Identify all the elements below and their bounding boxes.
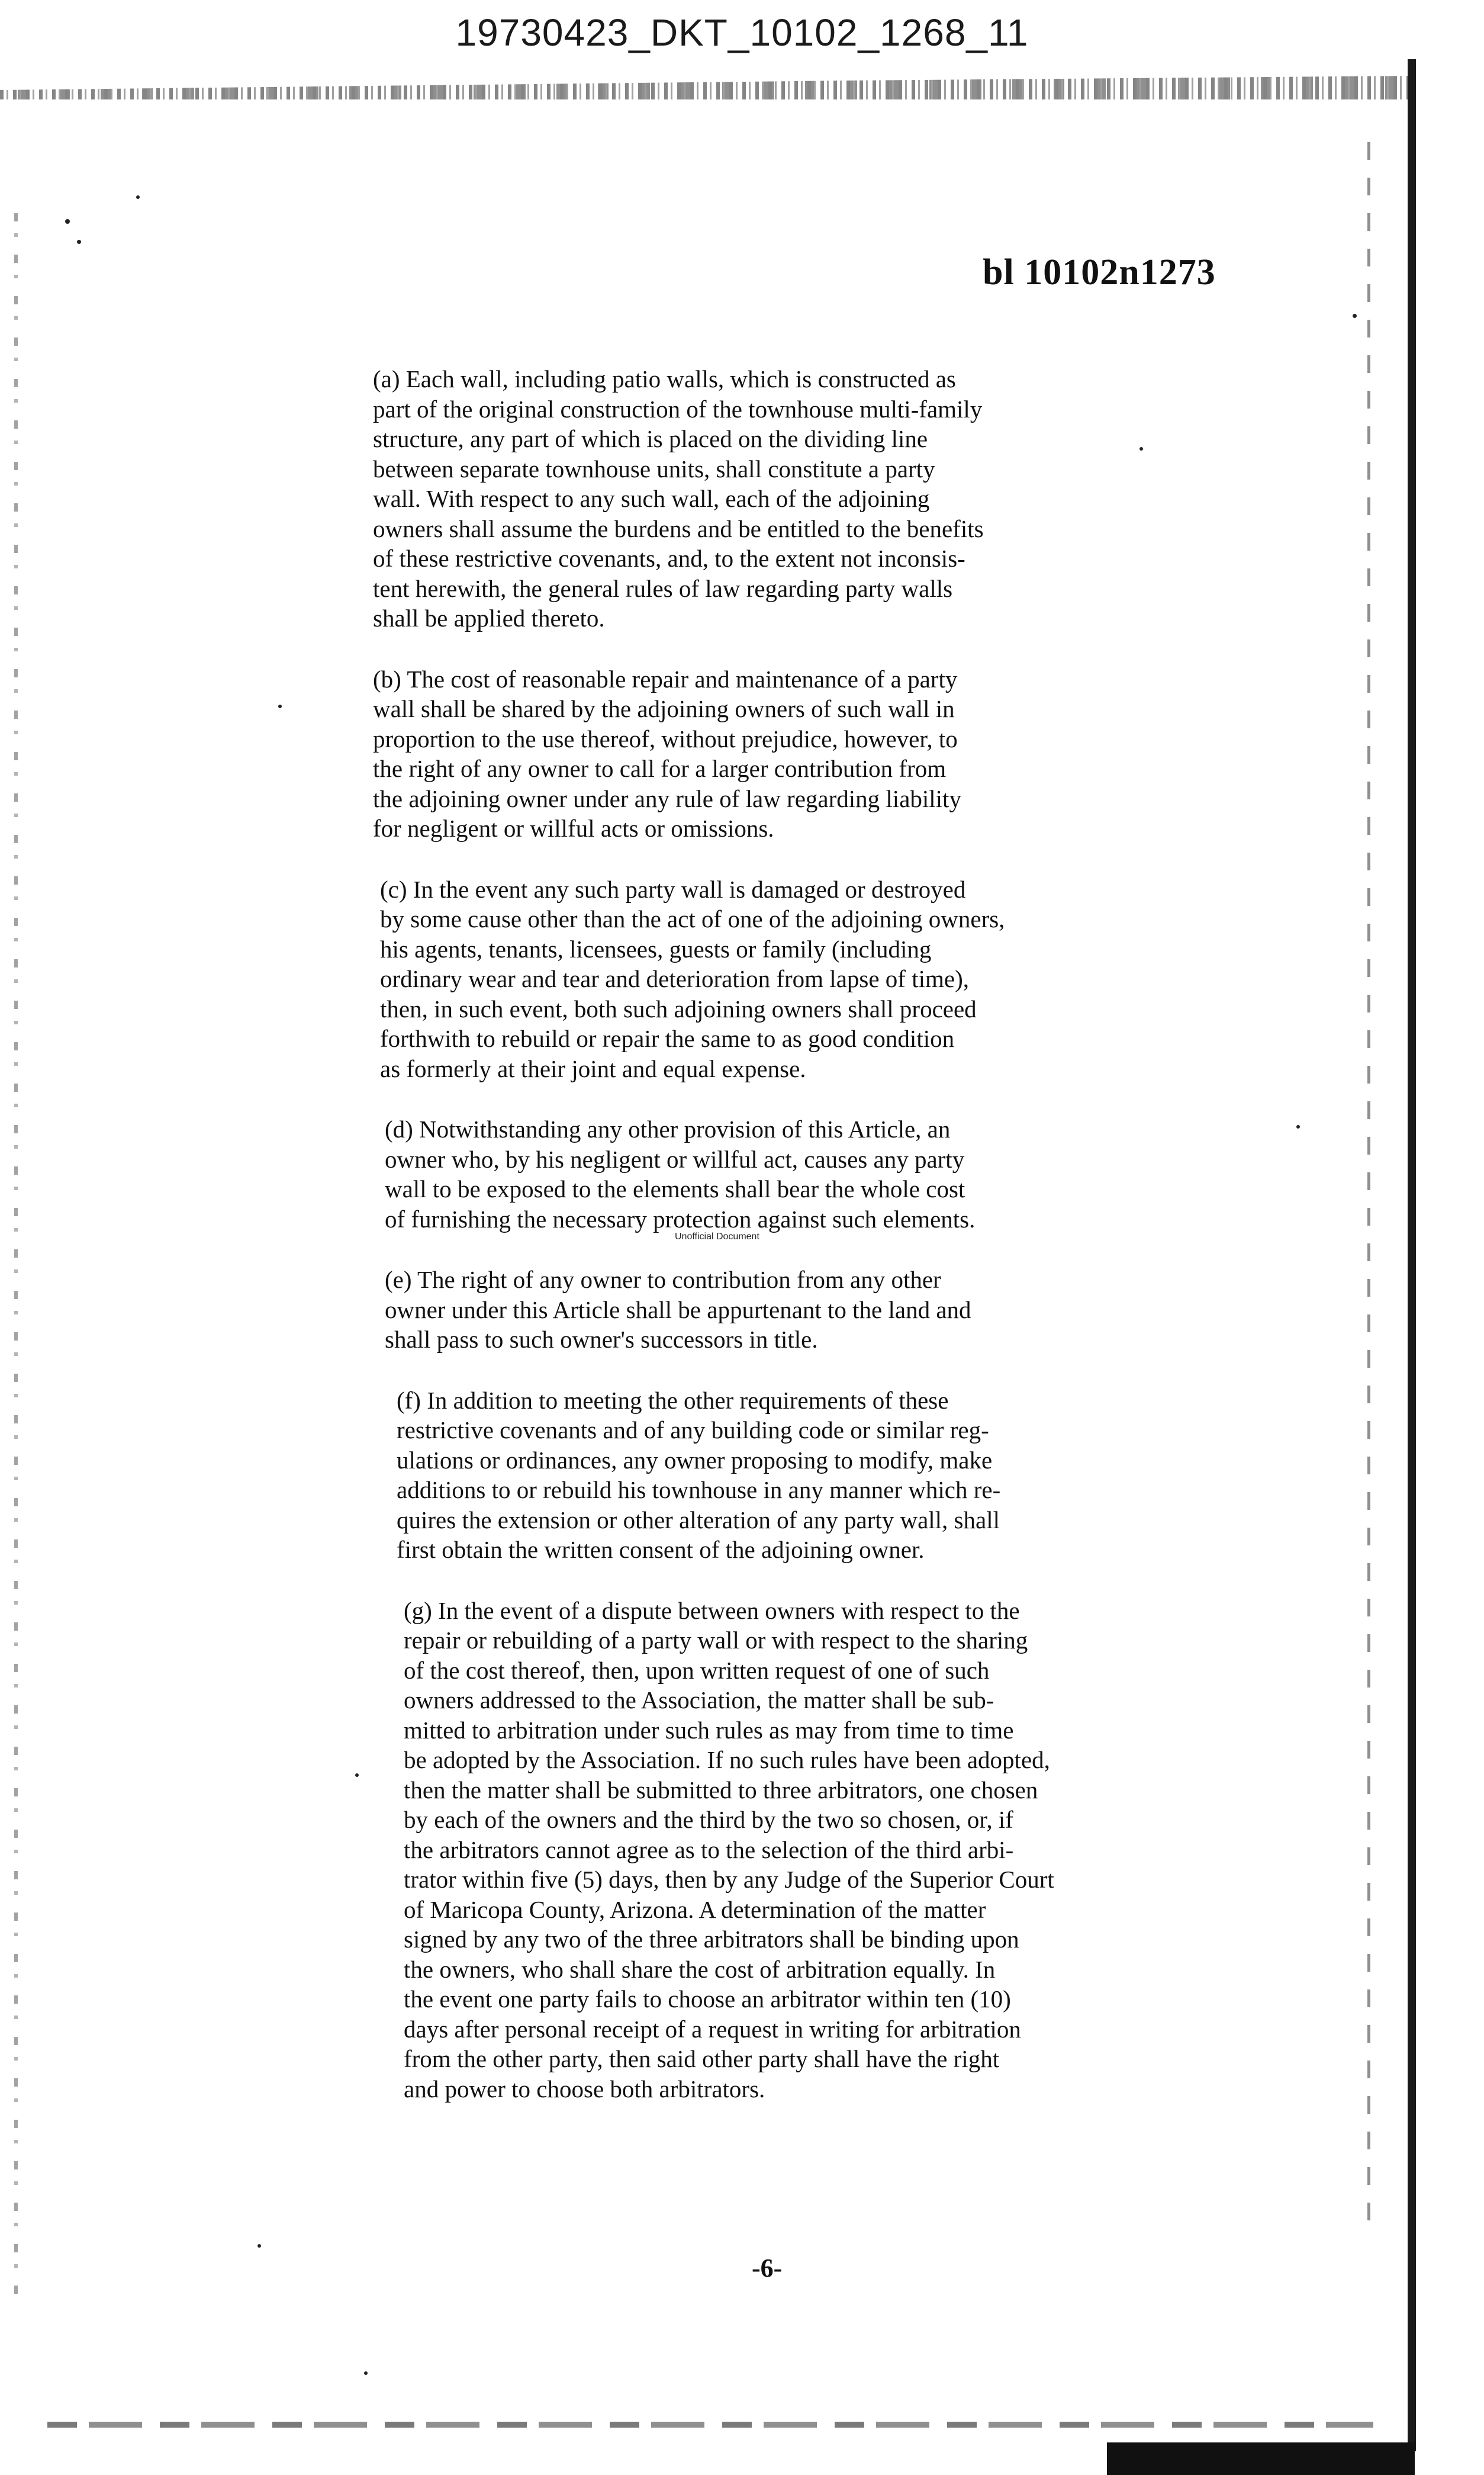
text-line: of Maricopa County, Arizona. A determination of the matter <box>404 1895 986 1923</box>
scan-left-edge <box>14 213 18 2297</box>
text-line: of furnishing the necessary protection against such elements. <box>385 1205 976 1233</box>
text-line: part of the original construction of the townhouse multi-family <box>373 395 983 423</box>
text-line: (c) In the event any such party wall is damaged or destroyed <box>380 875 966 903</box>
scan-speck <box>257 2244 261 2248</box>
text-line: between separate townhouse units, shall constitute a party <box>373 455 935 483</box>
paragraph-f <box>397 1386 1296 1565</box>
text-line: wall shall be shared by the adjoining owners of such wall in <box>373 695 955 722</box>
scan-speck <box>355 1773 359 1777</box>
document-body <box>373 364 1296 2135</box>
scan-noise-top-border <box>0 76 1415 99</box>
page-number: -6- <box>752 2254 783 2283</box>
text-line: (d) Notwithstanding any other provision of this Article, an <box>385 1116 951 1143</box>
text-line: shall pass to such owner's successors in title. <box>385 1326 818 1353</box>
text-line: (a) Each wall, including patio walls, which is constructed as <box>373 365 956 393</box>
paragraph-c <box>380 875 1296 1084</box>
docket-stamp: bl 10102n1273 <box>983 252 1216 292</box>
paragraph-g <box>404 1596 1296 2104</box>
scan-bottom-dark-corner <box>1107 2442 1415 2475</box>
scan-speck <box>65 219 70 224</box>
text-line: and power to choose both arbitrators. <box>404 2075 765 2103</box>
text-line: by each of the owners and the third by the two so chosen, or, if <box>404 1806 1013 1833</box>
text-line: (b) The cost of reasonable repair and maintenance of a party <box>373 665 958 693</box>
text-line: owner who, by his negligent or willful act, causes any party <box>385 1145 965 1173</box>
text-line: owners shall assume the burdens and be entitled to the benefits <box>373 515 984 542</box>
text-line: for negligent or willful acts or omissions. <box>373 815 774 842</box>
text-line: shall be applied thereto. <box>373 605 605 632</box>
text-line: the arbitrators cannot agree as to the selection of the third arbi- <box>404 1836 1014 1863</box>
scan-right-edge <box>1408 59 1416 2451</box>
text-line: quires the extension or other alteration of any party wall, shall <box>397 1506 1000 1534</box>
text-line: days after personal receipt of a request in writing for arbitration <box>404 2015 1021 2043</box>
text-line: of these restrictive covenants, and, to the extent not inconsis- <box>373 545 965 572</box>
text-line: mitted to arbitration under such rules as may from time to time <box>404 1716 1014 1744</box>
text-line: additions to or rebuild his townhouse in any manner which re- <box>397 1476 1001 1503</box>
text-line: from the other party, then said other party shall have the right <box>404 2045 1000 2072</box>
paragraph-d <box>385 1114 1296 1234</box>
scan-right-inner-edge <box>1367 142 1370 2226</box>
text-line: be adopted by the Association. If no such rules have been adopted, <box>404 1746 1050 1773</box>
scan-speck <box>77 240 81 244</box>
text-line: the right of any owner to call for a larger contribution from <box>373 755 947 782</box>
text-line: (g) In the event of a dispute between owners with respect to the <box>404 1596 1020 1624</box>
text-line: of the cost thereof, then, upon written request of one of such <box>404 1656 990 1684</box>
text-line: by some cause other than the act of one of the adjoining owners, <box>380 905 1005 933</box>
text-line: (e) The right of any owner to contribution from any other <box>385 1266 941 1293</box>
text-line: ordinary wear and tear and deterioration from lapse of time), <box>380 965 969 992</box>
text-line: (f) In addition to meeting the other requirements of these <box>397 1386 949 1414</box>
text-line: the owners, who shall share the cost of arbitration equally. In <box>404 1955 996 1983</box>
scan-speck <box>278 705 282 708</box>
scan-speck <box>136 195 140 199</box>
text-line: trator within five (5) days, then by any Judge of the Superior Court <box>404 1866 1054 1893</box>
text-line: signed by any two of the three arbitrators shall be binding upon <box>404 1926 1019 1953</box>
paragraph-e <box>385 1265 1296 1355</box>
text-line: proportion to the use thereof, without prejudice, however, to <box>373 725 958 753</box>
document-id-header: 19730423_DKT_10102_1268_11 <box>455 11 1029 54</box>
text-line: then, in such event, both such adjoining owners shall proceed <box>380 995 977 1023</box>
scan-speck <box>1353 314 1357 318</box>
text-line: structure, any part of which is placed on the dividing line <box>373 425 928 452</box>
text-line: forthwith to rebuild or repair the same to as good condition <box>380 1025 955 1052</box>
text-line: restrictive covenants and of any building code or similar reg- <box>397 1416 989 1444</box>
text-line: the adjoining owner under any rule of law regarding liability <box>373 785 961 812</box>
text-line: as formerly at their joint and equal expense. <box>380 1055 806 1082</box>
scan-speck <box>364 2371 368 2375</box>
scan-speck <box>1296 1125 1300 1129</box>
text-line: the event one party fails to choose an arbitrator within ten (10) <box>404 1985 1011 2013</box>
paragraph-a <box>373 364 1296 634</box>
text-line: then the matter shall be submitted to three arbitrators, one chosen <box>404 1776 1038 1804</box>
text-line: wall to be exposed to the elements shall bear the whole cost <box>385 1175 965 1203</box>
unofficial-watermark: Unofficial Document <box>675 1232 759 1242</box>
text-line: repair or rebuilding of a party wall or with respect to the sharing <box>404 1627 1028 1654</box>
text-line: first obtain the written consent of the adjoining owner. <box>397 1536 925 1563</box>
scan-bottom-edge <box>47 2422 1373 2428</box>
text-line: owner under this Article shall be appurtenant to the land and <box>385 1296 971 1323</box>
paragraph-b <box>373 664 1296 844</box>
text-line: tent herewith, the general rules of law regarding party walls <box>373 574 953 602</box>
text-line: owners addressed to the Association, the matter shall be sub- <box>404 1686 994 1714</box>
text-line: his agents, tenants, licensees, guests or family (including <box>380 935 932 963</box>
text-line: wall. With respect to any such wall, each of the adjoining <box>373 485 930 512</box>
text-line: ulations or ordinances, any owner proposing to modify, make <box>397 1446 993 1474</box>
